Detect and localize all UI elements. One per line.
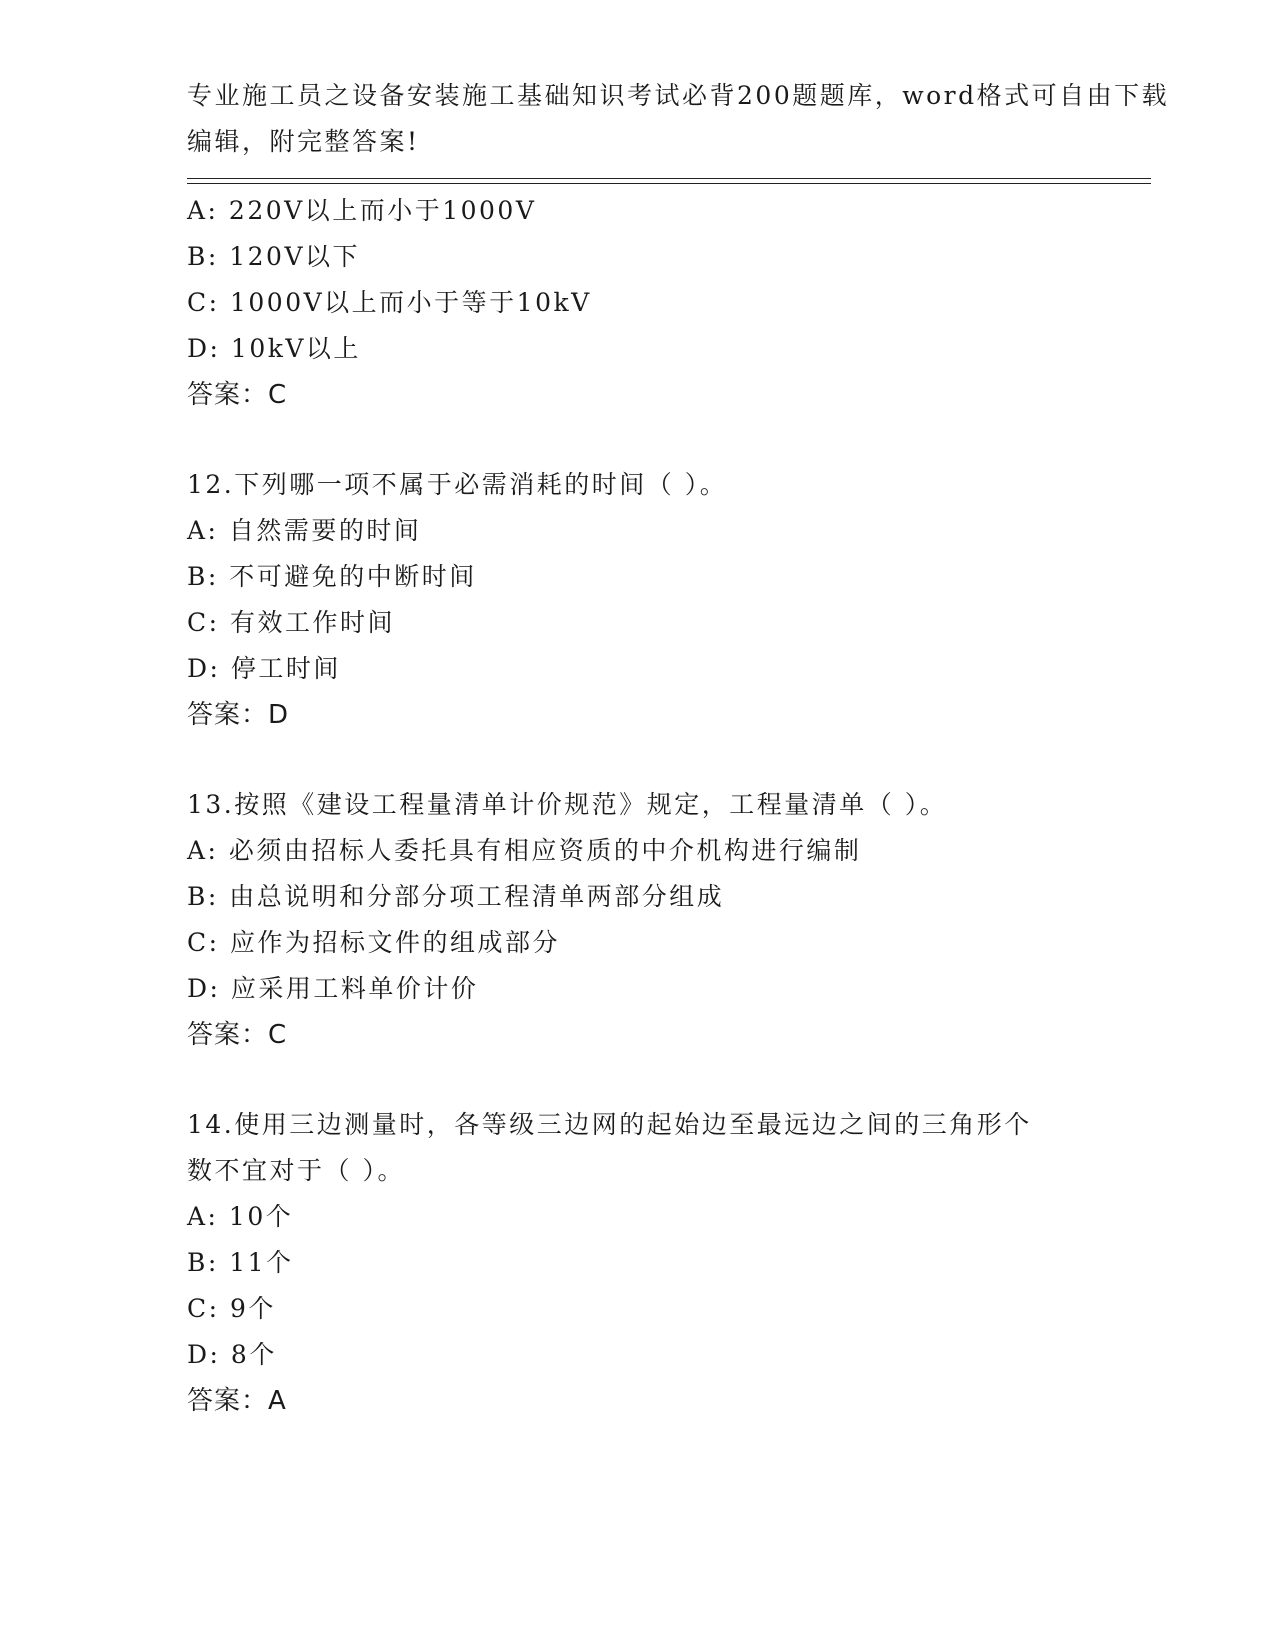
- question-text-line-2: 数不宜对于（ ）。: [187, 1156, 405, 1185]
- spacer: [187, 1058, 1087, 1102]
- option-c: C: 有效工作时间: [187, 608, 395, 637]
- question-list: [187, 188, 1087, 1424]
- option-c: C: 应作为招标文件的组成部分: [187, 928, 560, 957]
- answer: 答案：D: [187, 700, 290, 730]
- question-text-line-1: 14.使用三边测量时，各等级三边网的起始边至最远边之间的三角形个: [187, 1110, 1032, 1139]
- option-a: A: 220V以上而小于1000V: [187, 196, 537, 225]
- option-b: B: 11个: [187, 1248, 294, 1277]
- option-d: D: 停工时间: [187, 654, 341, 683]
- header-divider-top: [187, 178, 1151, 179]
- option-a: A: 10个: [187, 1202, 294, 1231]
- option-c: C: 1000V以上而小于等于10kV: [187, 288, 592, 317]
- option-b: B: 由总说明和分部分项工程清单两部分组成: [187, 882, 725, 911]
- option-d: D: 10kV以上: [187, 334, 361, 363]
- header-divider-bottom: [187, 183, 1151, 184]
- option-d: D: 8个: [187, 1340, 277, 1369]
- header-line-2: 编辑，附完整答案!: [187, 127, 420, 156]
- header-line-1: 专业施工员之设备安装施工基础知识考试必背200题题库，word格式可自由下载: [187, 81, 1170, 110]
- spacer: [187, 738, 1087, 782]
- answer: 答案：A: [187, 1386, 287, 1416]
- option-b: B: 不可避免的中断时间: [187, 562, 477, 591]
- answer: 答案：C: [187, 1020, 288, 1050]
- option-a: A: 自然需要的时间: [187, 516, 422, 545]
- question-text: 12.下列哪一项不属于必需消耗的时间（ ）。: [187, 470, 728, 499]
- question-11: [187, 188, 1087, 418]
- option-d: D: 应采用工料单价计价: [187, 974, 479, 1003]
- question-12: [187, 462, 1087, 738]
- document-header: [187, 73, 1170, 165]
- option-a: A: 必须由招标人委托具有相应资质的中介机构进行编制: [187, 836, 862, 865]
- question-text: 13.按照《建设工程量清单计价规范》规定，工程量清单（ ）。: [187, 790, 948, 819]
- spacer: [187, 418, 1087, 462]
- question-13: [187, 782, 1087, 1058]
- answer: 答案：C: [187, 380, 288, 410]
- option-b: B: 120V以下: [187, 242, 361, 271]
- option-c: C: 9个: [187, 1294, 276, 1323]
- question-14: [187, 1102, 1087, 1424]
